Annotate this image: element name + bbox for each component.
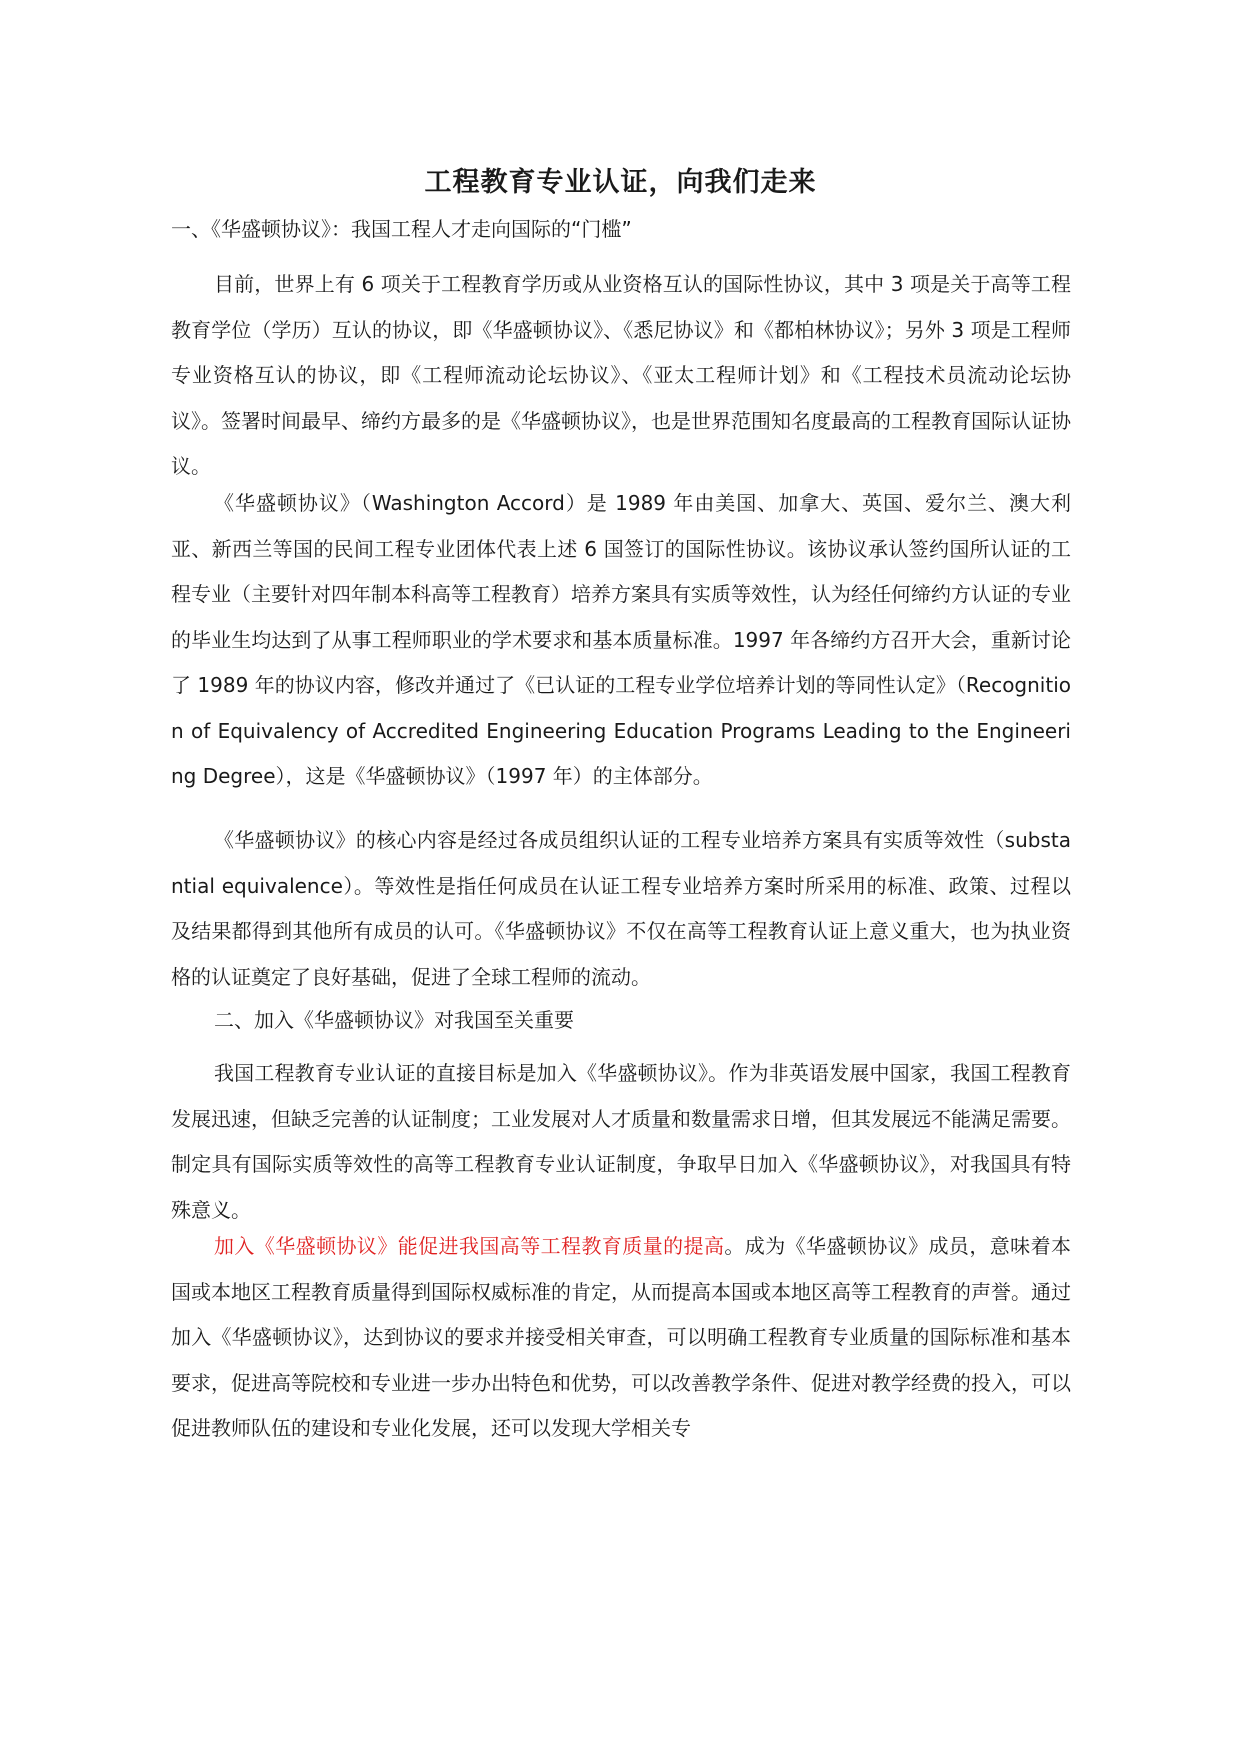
section-heading-2: 二、加入《华盛顿协议》对我国至关重要 — [214, 1008, 574, 1032]
page-title: 工程教育专业认证，向我们走来 — [424, 167, 817, 198]
paragraph-1: 目前，世界上有 6 项关于工程教育学历或从业资格互认的国际性协议，其中 3 项是关于高等工程教育学位（学历）互认的协议，即《华盛顿协议》、《悉尼协议》和《都柏林协议》；另外 3 项是工程师专业资格互认的协议，即《工程师流动论坛协议》、《亚太工程师计划》和《工程技术员流动论坛协议》。签署时间最早、缔约方最多的是《华盛顿协议》，也是世界范围知名度最高的工程教育国际认证协议。 — [171, 272, 1071, 478]
paragraph-5-text: 。成为《华盛顿协议》成员，意味着本国或本地区工程教育质量得到国际权威标准的肯定，从而提高本国或本地区高等工程教育的声誉。通过加入《华盛顿协议》，达到协议的要求并接受相关审查，可以明确工程教育专业质量的国际标准和基本要求，促进高等院校和专业进一步办出特色和优势，可以改善教学条件、促进对教学经费的投入，可以促进教师队伍的建设和专业化发展，还可以发现大学相关专 — [171, 1234, 1072, 1440]
paragraph-2: 《华盛顿协议》（Washington Accord）是 1989 年由美国、加拿大、英国、爱尔兰、澳大利亚、新西兰等国的民间工程专业团体代表上述 6 国签订的国际性协议。该协议承认签约国所认证的工程专业（主要针对四年制本科高等工程教育）培养方案具有实质等效性，认为经任何缔约方认证的专业的毕业生均达到了从事工程师职业的学术要求和基本质量标准。1997 年各缔约方召开大会，重新讨论了 1989 年的协议内容，修改并通过了《已认证的工程专业学位培养计划的等同性认定》（Recognition of Equivalency of Accredited Engineering Education Programs Leading to the Engineering Degree），这是《华盛顿协议》（1997 年）的主体部分。 — [171, 491, 1071, 788]
highlighted-phrase: 加入《华盛顿协议》能促进我国高等工程教育质量的提高 — [214, 1234, 725, 1258]
section-heading-1: 一、《华盛顿协议》：我国工程人才走向国际的“门槛” — [171, 217, 632, 241]
paragraph-4-text: 我国工程教育专业认证的直接目标是加入《华盛顿协议》。作为非英语发展中国家，我国工程教育发展迅速，但缺乏完善的认证制度；工业发展对人才质量和数量需求日增，但其发展远不能满足需要。制定具有国际实质等效性的高等工程教育专业认证制度，争取早日加入《华盛顿协议》，对我国具有特殊意义。 — [171, 1061, 1071, 1222]
paragraph-5 — [171, 1224, 1071, 1452]
paragraph-4 — [171, 1051, 1071, 1233]
paragraph-3: 《华盛顿协议》的核心内容是经过各成员组织认证的工程专业培养方案具有实质等效性（substantial equivalence）。等效性是指任何成员在认证工程专业培养方案时所采用的标准、政策、过程以及结果都得到其他所有成员的认可。《华盛顿协议》不仅在高等工程教育认证上意义重大，也为执业资格的认证奠定了良好基础，促进了全球工程师的流动。 — [171, 828, 1071, 989]
